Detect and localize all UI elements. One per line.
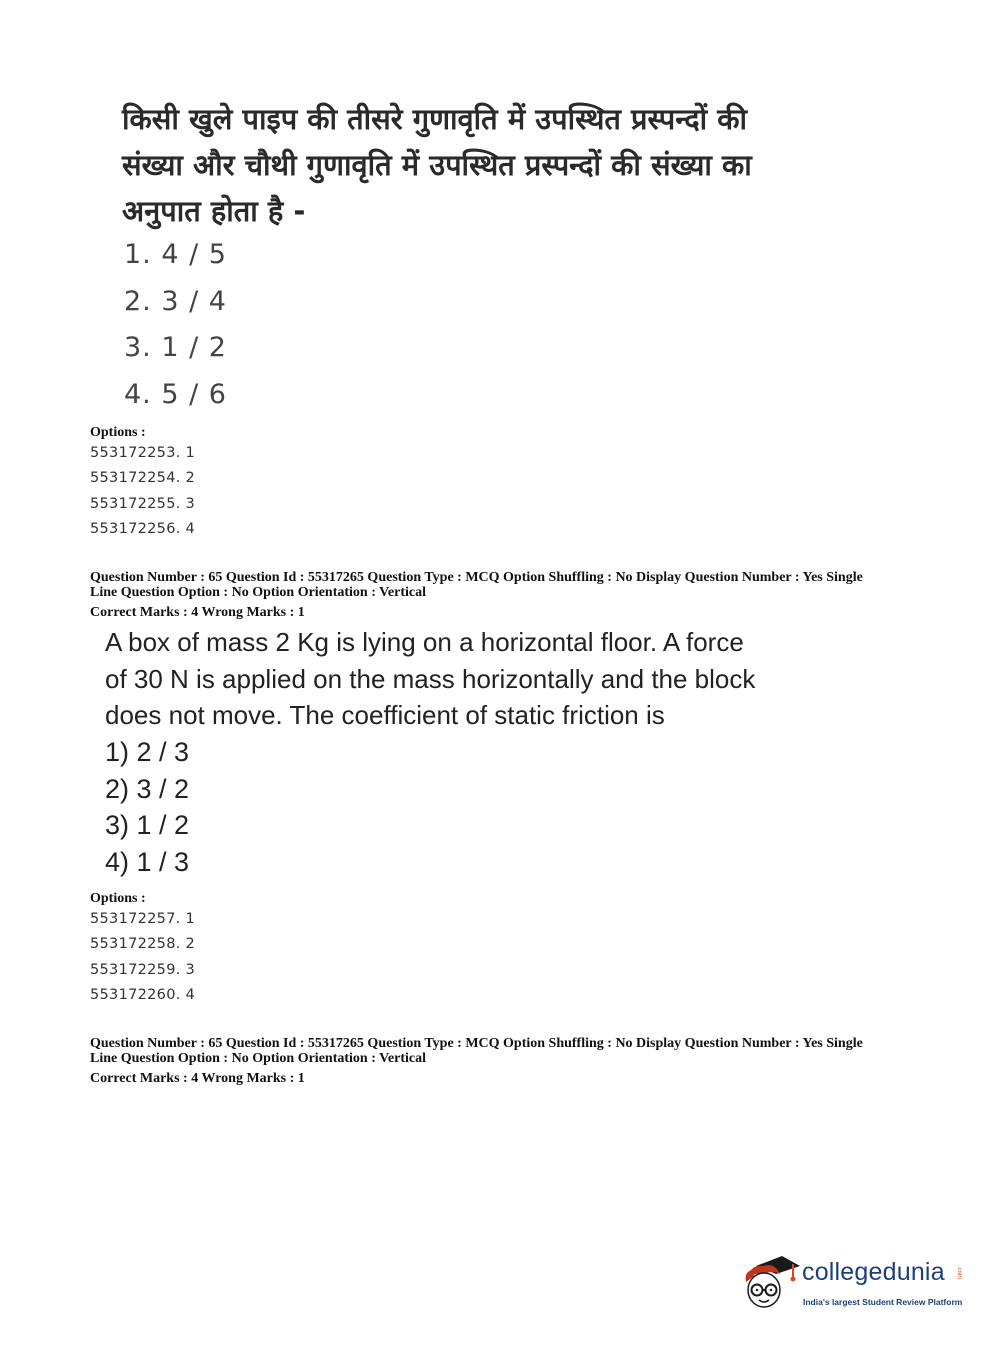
meta-marks: Correct Marks : 4 Wrong Marks : 1: [90, 1071, 305, 1086]
question-1-line: संख्या और चौथी गुणावृति में उपस्थित प्रस्पन्दों की संख्या का: [122, 148, 752, 182]
logo-suffix: .com: [956, 1266, 962, 1280]
options-label: Options :: [90, 425, 146, 440]
question-1-text: [122, 96, 842, 234]
question-2-line: does not move. The coefficient of static friction is: [105, 700, 665, 730]
option-id-row: 553172253. 1: [90, 445, 196, 461]
question-2-text: [105, 624, 825, 734]
question-meta-block: [90, 1036, 920, 1086]
meta-marks: Correct Marks : 4 Wrong Marks : 1: [90, 605, 305, 620]
meta-line: Line Question Option : No Option Orientation : Vertical: [90, 1051, 427, 1066]
option-id-row: 553172257. 1: [90, 911, 196, 927]
logo-tagline: India's largest Student Review Platform: [803, 1297, 963, 1307]
question-2-option-ids: [90, 907, 195, 1008]
question-1-choice: 3. 1 / 2: [124, 332, 227, 363]
option-id-row: 553172260. 4: [90, 986, 196, 1003]
question-meta-block: [90, 570, 920, 620]
question-2-choice: 2) 3 / 2: [105, 773, 190, 804]
question-1-choice: 4. 5 / 6: [124, 378, 227, 410]
meta-line: Question Number : 65 Question Id : 55317265 Question Type : MCQ Option Shuffling : No Display Question Number : Yes Single: [90, 1036, 863, 1051]
mascot-icon: [742, 1252, 800, 1312]
collegedunia-logo: [742, 1252, 972, 1316]
question-1-line: किसी खुले पाइप की तीसरे गुणावृति में उपस्थित प्रस्पन्दों की: [122, 102, 747, 136]
question-1-option-ids: [90, 441, 195, 542]
question-1-choices: [124, 234, 227, 420]
option-id-row: 553172258. 2: [90, 936, 196, 953]
meta-line: Question Number : 65 Question Id : 55317265 Question Type : MCQ Option Shuffling : No Display Question Number : Yes Single: [90, 570, 863, 585]
logo-wordmark: collegedunia: [802, 1258, 945, 1286]
question-2-choice: 3) 1 / 2: [105, 810, 190, 840]
option-id-row: 553172254. 2: [90, 470, 196, 487]
meta-line: Line Question Option : No Option Orientation : Vertical: [90, 585, 427, 600]
question-1-line: अनुपात होता है -: [122, 194, 306, 228]
question-2-line: of 30 N is applied on the mass horizontally and the block: [105, 663, 756, 694]
question-1-choice: 2. 3 / 4: [124, 285, 227, 317]
option-id-row: 553172255. 3: [90, 495, 196, 512]
question-1-choice: 1. 4 / 5: [124, 239, 227, 270]
question-2-choice: 4) 1 / 3: [105, 846, 190, 877]
question-2-line: A box of mass 2 Kg is lying on a horizontal floor. A force: [105, 627, 744, 657]
option-id-row: 553172259. 3: [90, 961, 196, 978]
option-id-row: 553172256. 4: [90, 520, 196, 537]
options-label: Options :: [90, 891, 146, 906]
question-2-choice: 1) 2 / 3: [105, 737, 190, 767]
question-2-choices: [105, 734, 189, 880]
